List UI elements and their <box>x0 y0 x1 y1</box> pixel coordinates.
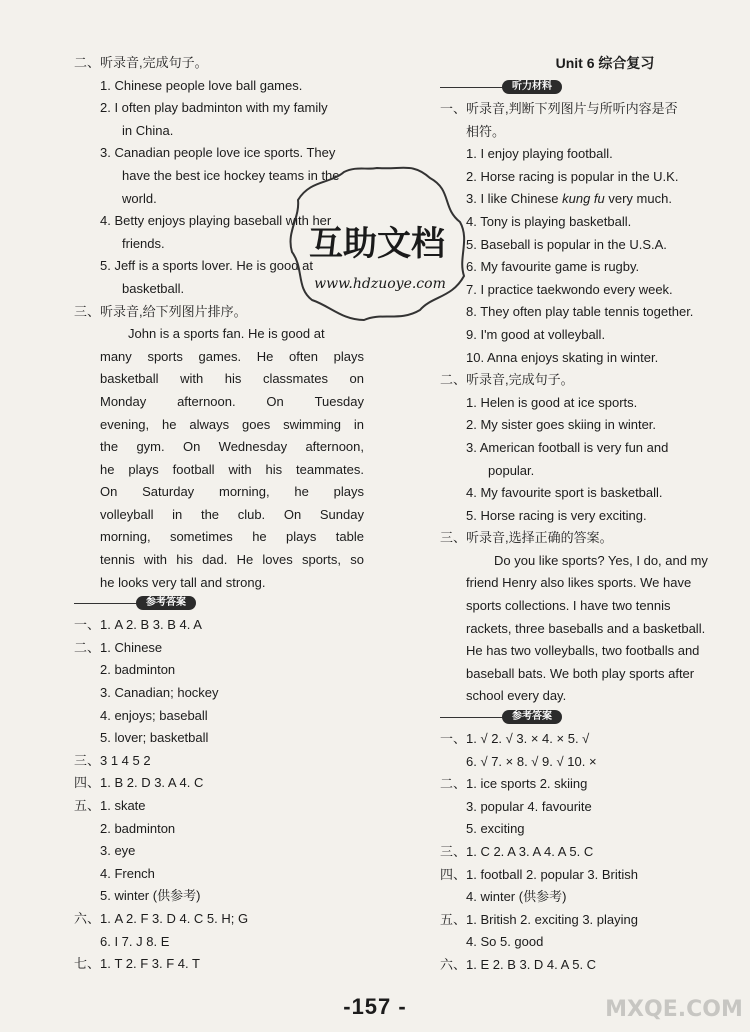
right-part2-list <box>440 392 730 528</box>
answer-line: 六、1. E 2. B 3. D 4. A 5. C <box>440 956 597 972</box>
answer-line: 七、1. T 2. F 3. F 4. T <box>74 956 200 972</box>
answer-line: 3. popular 4. favourite <box>466 798 592 814</box>
passage-line: evening, he always goes swimming in <box>100 416 364 432</box>
list-item: 9. I'm good at volleyball. <box>466 326 606 342</box>
passage-line: John is a sports fan. He is good at <box>128 326 325 342</box>
passage-line: Monday afternoon. On Tuesday <box>100 393 364 409</box>
answer-line: 四、1. B 2. D 3. A 4. C <box>74 775 204 791</box>
passage-line: he looks very tall and strong. <box>100 574 266 590</box>
right-part1-heading-1: 一、听录音,判断下列图片与所听内容是否 <box>440 101 678 116</box>
left-answer-divider <box>74 594 364 614</box>
list-item: 6. My favourite game is rugby. <box>466 259 640 275</box>
page-number: -157 - <box>343 994 407 1019</box>
list-item: 7. I practice taekwondo every week. <box>466 281 673 297</box>
right-part1-list <box>440 143 730 369</box>
passage-line: friend Henry also likes sports. We have <box>466 575 692 591</box>
right-part1-heading-2: 相符。 <box>466 123 506 139</box>
answer-line: 3. Canadian; hockey <box>100 685 219 701</box>
right-part3-heading: 三、听录音,选择正确的答案。 <box>440 530 613 546</box>
answer-line: 一、1. √ 2. √ 3. × 4. × 5. √ <box>440 731 590 747</box>
list-item: 8. They often play table tennis together. <box>466 304 694 320</box>
passage-line: On Saturday morning, he plays <box>100 484 364 500</box>
answer-line: 5. lover; basketball <box>100 730 209 746</box>
list-item: world. <box>122 190 157 206</box>
answer-line: 4. enjoys; baseball <box>100 707 208 723</box>
list-item: basketball. <box>122 280 185 296</box>
passage-line: basketball with his classmates on <box>100 371 364 387</box>
stamp-url: www.hdzuoye.com <box>314 276 446 292</box>
list-item: 5. Horse racing is very exciting. <box>466 507 647 523</box>
list-item: 3. Canadian people love ice sports. They <box>100 145 336 161</box>
stamp-logo <box>282 160 472 325</box>
list-item: 1. Helen is good at ice sports. <box>466 394 638 410</box>
list-item: 4. My favourite sport is basketball. <box>466 485 663 501</box>
list-item: 3. American football is very fun and <box>466 439 669 455</box>
passage-line: school every day. <box>466 688 567 704</box>
answer-line: 4. So 5. good <box>466 934 544 950</box>
list-item: friends. <box>122 235 165 251</box>
left-part3-heading: 三、听录音,给下列图片排序。 <box>74 303 247 319</box>
answer-line: 六、1. A 2. F 3. D 4. C 5. H; G <box>74 910 249 926</box>
watermark-text: MXQE.COM <box>605 997 743 1022</box>
answer-line: 5. winter (供参考) <box>100 888 201 904</box>
list-item: have the best ice hockey teams in the <box>122 167 340 183</box>
list-item: in China. <box>122 122 174 138</box>
list-item: 2. Horse racing is popular in the U.K. <box>466 168 679 184</box>
stamp-text: 互助文档 <box>309 224 445 264</box>
right-part2-heading: 二、听录音,完成句子。 <box>440 372 574 388</box>
list-item: 3. I like Chinese kung fu very much. <box>466 191 672 207</box>
answer-line: 四、1. football 2. popular 3. British <box>440 866 638 882</box>
list-item: 5. Jeff is a sports lover. He is good at <box>100 258 313 274</box>
answer-line: 4. French <box>100 865 155 881</box>
answer-line: 五、1. British 2. exciting 3. playing <box>440 911 638 927</box>
right-column <box>440 52 730 977</box>
passage-line: many sports games. He often plays <box>100 348 364 364</box>
left-part2-heading: 二、听录音,完成句子。 <box>74 55 208 70</box>
passage-line: baseball bats. We both play sports after <box>466 665 695 681</box>
list-item: 4. Tony is playing basketball. <box>466 213 632 229</box>
answer-line: 五、1. skate <box>74 798 146 813</box>
passage-line: He has two volleyballs, two footballs and <box>466 643 700 659</box>
passage-line: tennis with his dad. He loves sports, so <box>100 552 364 568</box>
list-item: 2. My sister goes skiing in winter. <box>466 417 657 433</box>
unit-title: Unit 6 综合复习 <box>555 55 655 71</box>
answer-line: 4. winter (供参考) <box>466 889 567 905</box>
answer-line: 一、1. A 2. B 3. B 4. A <box>74 617 202 633</box>
answer-line: 6. √ 7. × 8. √ 9. √ 10. × <box>466 753 597 769</box>
left-answer-label: 参考答案 <box>136 596 196 610</box>
right-answer-label: 参考答案 <box>502 710 562 724</box>
answer-line: 三、3 1 4 5 2 <box>74 752 151 768</box>
answer-line: 2. badminton <box>100 820 176 836</box>
list-item: 5. Baseball is popular in the U.S.A. <box>466 236 667 252</box>
material-label: 听力材料 <box>502 80 562 94</box>
answer-line: 2. badminton <box>100 662 176 678</box>
passage-line: sports collections. I have two tennis <box>466 598 671 614</box>
left-answers <box>74 614 364 976</box>
answer-line: 6. I 7. J 8. E <box>100 933 170 949</box>
answer-line: 三、1. C 2. A 3. A 4. A 5. C <box>440 844 594 859</box>
passage-line: the gym. On Wednesday afternoon, <box>100 439 364 455</box>
left-passage <box>74 323 364 594</box>
passage-line: morning, sometimes he plays table <box>100 529 364 545</box>
list-item: 1. I enjoy playing football. <box>466 146 613 162</box>
list-item: 2. I often play badminton with my family <box>100 100 328 116</box>
answer-line: 5. exciting <box>466 821 525 837</box>
list-item: 4. Betty enjoys playing baseball with her <box>100 213 332 229</box>
list-item: popular. <box>488 462 535 478</box>
answer-line: 二、1. Chinese <box>74 639 163 655</box>
list-item: 1. Chinese people love ball games. <box>100 77 303 93</box>
right-passage <box>440 550 730 708</box>
passage-line: volleyball in the club. On Sunday <box>100 506 364 522</box>
answer-line: 3. eye <box>100 843 136 859</box>
material-divider <box>440 78 730 98</box>
list-item: 10. Anna enjoys skating in winter. <box>466 349 659 365</box>
answer-line: 二、1. ice sports 2. skiing <box>440 776 588 792</box>
right-answers <box>440 728 730 977</box>
passage-line: Do you like sports? Yes, I do, and my <box>494 552 708 568</box>
passage-line: he plays football with his teammates. <box>100 461 364 477</box>
right-answer-divider <box>440 708 730 728</box>
passage-line: rackets, three baseballs and a basketball. <box>466 620 706 636</box>
